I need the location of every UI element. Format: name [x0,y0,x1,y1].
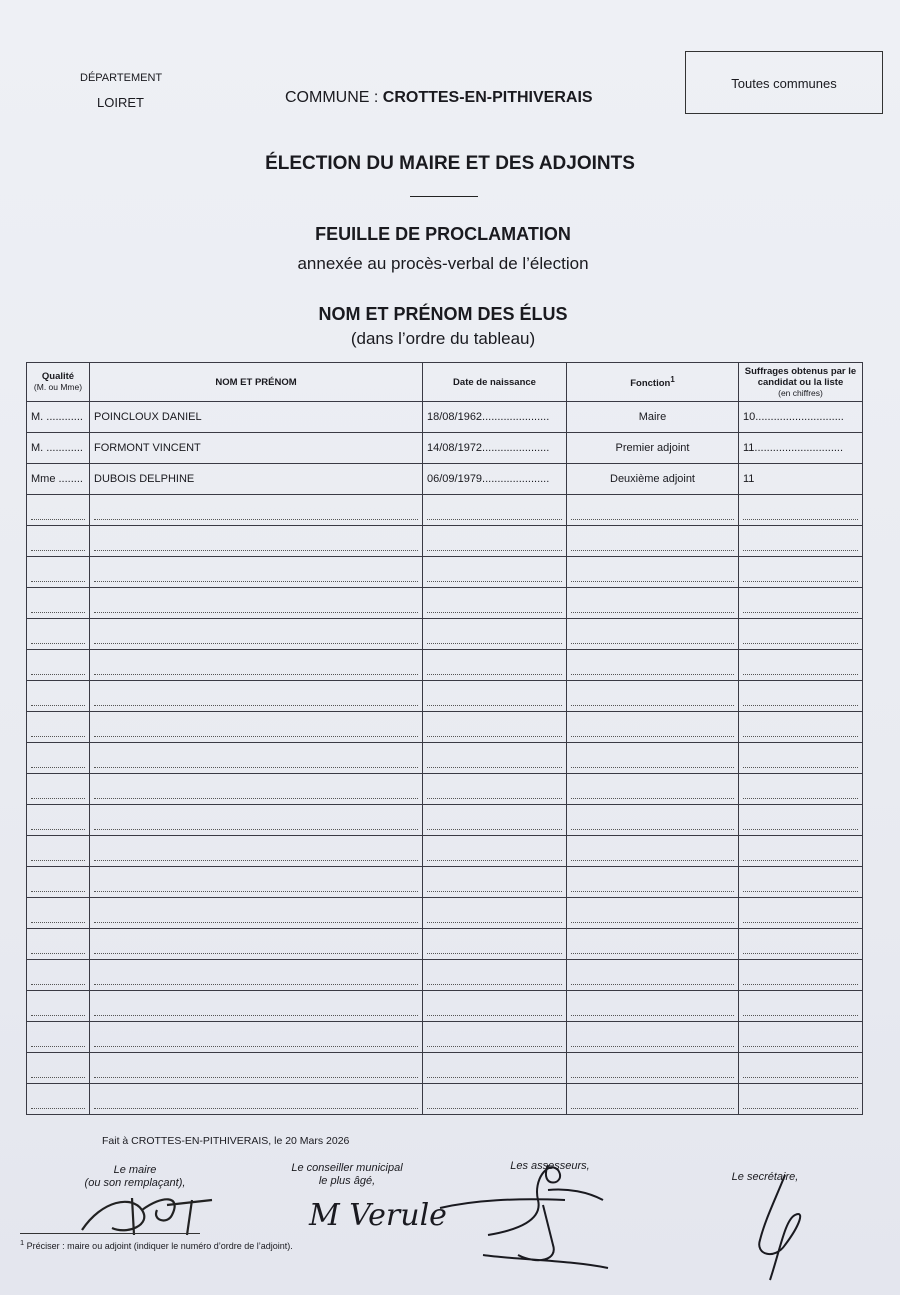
cell-nom-empty [90,743,423,774]
table-row-empty [27,774,863,805]
header-qualite-label: Qualité [41,371,75,382]
dotted-line [571,537,734,551]
dotted-line [571,1064,734,1078]
cell-fonction: Premier adjoint [567,433,739,464]
dotted-line [571,878,734,892]
dotted-line [31,568,85,582]
header-qualite [27,363,90,402]
dotted-line [94,847,418,861]
cell-suffrages-empty [739,991,863,1022]
header-suffrages [739,363,863,402]
cell-nom-empty [90,898,423,929]
cell-date-empty [423,867,567,898]
departement-label: DÉPARTEMENT [80,72,163,84]
dotted-line [743,816,858,830]
cell-date-empty [423,898,567,929]
cell-fonction-empty [567,495,739,526]
secretaire-signature [745,1170,815,1285]
assesseurs-signature-label: Les assesseurs, [510,1160,590,1172]
dotted-line [571,785,734,799]
cell-fonction-empty [567,1022,739,1053]
dotted-line [94,692,418,706]
cell-date-empty [423,1022,567,1053]
table-row-empty [27,898,863,929]
table-row-empty [27,681,863,712]
header-fonction [567,363,739,402]
dotted-line [94,1002,418,1016]
dotted-line [427,599,562,613]
cell-date-empty [423,588,567,619]
dotted-line [94,661,418,675]
dotted-line [743,878,858,892]
conseiller-label-1: Le conseiller municipal [291,1162,403,1174]
header-fonction-label: Fonction [630,378,671,390]
dotted-line [31,1033,85,1047]
dotted-line [31,971,85,985]
dotted-line [31,723,85,737]
cell-nom-empty [90,929,423,960]
dotted-line [94,537,418,551]
cell-suffrages-empty [739,898,863,929]
dotted-line [94,971,418,985]
dotted-line [94,599,418,613]
cell-suffrages-empty [739,805,863,836]
cell-nom-empty [90,619,423,650]
cell-fonction-empty [567,743,739,774]
cell-qualite: Mme ........ [27,464,90,495]
table-row [27,402,863,433]
dotted-line [94,1064,418,1078]
cell-qualite-empty [27,1084,90,1115]
dotted-line [571,940,734,954]
dotted-line [31,599,85,613]
cell-date-empty [423,929,567,960]
annexee-subtitle: annexée au procès-verbal de l’élection [297,254,589,273]
cell-qualite-empty [27,650,90,681]
dotted-line [743,1095,858,1109]
noms-title: NOM ET PRÉNOM DES ÉLUS [318,304,568,324]
cell-nom-empty [90,650,423,681]
cell-suffrages-empty [739,495,863,526]
dotted-line [427,1033,562,1047]
table-row [27,464,863,495]
cell-nom-empty [90,588,423,619]
cell-suffrages-empty [739,650,863,681]
dotted-line [94,754,418,768]
assesseurs-signature [478,1160,618,1280]
dotted-line [743,1064,858,1078]
cell-date-empty [423,619,567,650]
table-row-empty [27,743,863,774]
dotted-line [94,785,418,799]
dotted-line [571,754,734,768]
cell-nom-empty [90,1084,423,1115]
table-row-empty [27,805,863,836]
dotted-line [571,506,734,520]
cell-fonction-empty [567,929,739,960]
table-row-empty [27,588,863,619]
dotted-line [743,909,858,923]
cell-nom-empty [90,805,423,836]
cell-fonction-empty [567,650,739,681]
cell-qualite: M. ............ [27,402,90,433]
header-qualite-sub: (M. ou Mme) [33,382,83,392]
dotted-line [31,630,85,644]
cell-suffrages-empty [739,1084,863,1115]
cell-nom-empty [90,836,423,867]
cell-suffrages-empty [739,1022,863,1053]
dotted-line [743,723,858,737]
cell-nom-empty [90,867,423,898]
table-row-empty [27,1022,863,1053]
cell-nom-empty [90,960,423,991]
cell-suffrages: 11 [739,464,863,495]
conseiller-signature-text: M Verule [309,1198,447,1233]
dotted-line [743,754,858,768]
dotted-line [31,661,85,675]
cell-qualite-empty [27,867,90,898]
communes-box: Toutes communes [685,51,883,114]
table-header-row [27,363,863,402]
table-row-empty [27,1084,863,1115]
cell-date-empty [423,805,567,836]
dotted-line [31,1002,85,1016]
cell-suffrages-empty [739,588,863,619]
cell-fonction-empty [567,557,739,588]
cell-suffrages-empty [739,774,863,805]
dotted-line [427,909,562,923]
dotted-line [31,692,85,706]
dotted-line [743,1033,858,1047]
maire-label-1: Le maire [113,1164,157,1176]
dotted-line [743,692,858,706]
dotted-line [743,537,858,551]
cell-nom: POINCLOUX DANIEL [90,402,423,433]
dotted-line [427,723,562,737]
dotted-line [571,1095,734,1109]
footnote-number: 1 [20,1238,25,1247]
cell-qualite-empty [27,960,90,991]
cell-nom-empty [90,1053,423,1084]
dotted-line [94,568,418,582]
cell-fonction-empty [567,526,739,557]
header-nom: NOM ET PRÉNOM [90,363,423,402]
cell-date-empty [423,557,567,588]
cell-date-empty [423,526,567,557]
dotted-line [427,847,562,861]
dotted-line [94,878,418,892]
maire-label-2: (ou son remplaçant), [84,1177,186,1189]
dotted-line [427,754,562,768]
cell-suffrages-empty [739,836,863,867]
cell-qualite-empty [27,743,90,774]
dotted-line [427,692,562,706]
cell-qualite-empty [27,991,90,1022]
footnote [20,1238,293,1251]
table-body [27,402,863,1115]
cell-fonction-empty [567,960,739,991]
cell-fonction-empty [567,836,739,867]
dotted-line [743,568,858,582]
title-divider [410,196,478,197]
dotted-line [427,630,562,644]
dotted-line [94,816,418,830]
cell-qualite-empty [27,526,90,557]
cell-nom-empty [90,774,423,805]
cell-qualite-empty [27,619,90,650]
cell-date: 18/08/1962...................... [423,402,567,433]
cell-nom-empty [90,991,423,1022]
cell-fonction-empty [567,898,739,929]
commune-label: COMMUNE : [285,89,383,106]
cell-nom-empty [90,1022,423,1053]
dotted-line [427,537,562,551]
dotted-line [427,940,562,954]
election-title: ÉLECTION DU MAIRE ET DES ADJOINTS [265,153,635,174]
dotted-line [571,599,734,613]
cell-nom-empty [90,557,423,588]
elus-table [26,362,863,1115]
dotted-line [31,785,85,799]
cell-qualite-empty [27,588,90,619]
cell-suffrages-empty [739,867,863,898]
cell-date-empty [423,836,567,867]
cell-qualite-empty [27,898,90,929]
commune-line [285,89,593,107]
cell-fonction-empty [567,805,739,836]
dotted-line [571,630,734,644]
cell-qualite-empty [27,712,90,743]
cell-fonction: Maire [567,402,739,433]
cell-fonction-empty [567,991,739,1022]
cell-date-empty [423,1053,567,1084]
table-row-empty [27,867,863,898]
dotted-line [31,537,85,551]
dotted-line [743,661,858,675]
cell-suffrages-empty [739,712,863,743]
dotted-line [31,1064,85,1078]
dotted-line [427,568,562,582]
table-row-empty [27,526,863,557]
dotted-line [31,878,85,892]
dotted-line [31,754,85,768]
dotted-line [571,692,734,706]
cell-fonction-empty [567,867,739,898]
dotted-line [427,785,562,799]
cell-date-empty [423,991,567,1022]
dotted-line [427,878,562,892]
dotted-line [571,1033,734,1047]
departement-value: LOIRET [97,95,144,110]
table-row-empty [27,495,863,526]
cell-qualite-empty [27,1053,90,1084]
dotted-line [94,940,418,954]
dotted-line [743,940,858,954]
dotted-line [427,1064,562,1078]
cell-nom: DUBOIS DELPHINE [90,464,423,495]
cell-nom-empty [90,495,423,526]
table-row-empty [27,929,863,960]
cell-fonction-empty [567,774,739,805]
table-row-empty [27,619,863,650]
dotted-line [571,847,734,861]
dotted-line [94,1095,418,1109]
dotted-line [571,816,734,830]
table-row-empty [27,557,863,588]
commune-value: CROTTES-EN-PITHIVERAIS [382,89,593,106]
cell-suffrages-empty [739,1053,863,1084]
dotted-line [31,1095,85,1109]
dotted-line [743,599,858,613]
cell-qualite-empty [27,681,90,712]
dotted-line [94,723,418,737]
cell-nom-empty [90,681,423,712]
fait-a-line: Fait à CROTTES-EN-PITHIVERAIS, le 20 Mars 2026 [102,1135,350,1147]
dotted-line [743,847,858,861]
cell-qualite-empty [27,495,90,526]
dotted-line [31,940,85,954]
dotted-line [427,1095,562,1109]
feuille-title: FEUILLE DE PROCLAMATION [315,224,571,244]
cell-fonction-empty [567,1053,739,1084]
cell-qualite-empty [27,836,90,867]
cell-fonction-empty [567,619,739,650]
dotted-line [427,971,562,985]
cell-date: 14/08/1972...................... [423,433,567,464]
cell-date-empty [423,1084,567,1115]
dotted-line [94,630,418,644]
dotted-line [427,1002,562,1016]
cell-qualite: M. ............ [27,433,90,464]
header-date: Date de naissance [423,363,567,402]
dotted-line [743,630,858,644]
cell-date-empty [423,681,567,712]
cell-nom-empty [90,712,423,743]
cell-date-empty [423,495,567,526]
table-row-empty [27,960,863,991]
cell-fonction: Deuxième adjoint [567,464,739,495]
cell-qualite-empty [27,774,90,805]
cell-suffrages-empty [739,557,863,588]
dotted-line [743,1002,858,1016]
cell-nom: FORMONT VINCENT [90,433,423,464]
cell-qualite-empty [27,929,90,960]
cell-suffrages-empty [739,929,863,960]
cell-suffrages: 10............................. [739,402,863,433]
cell-qualite-empty [27,805,90,836]
maire-signature-label [70,1164,200,1190]
table-row-empty [27,991,863,1022]
header-fonction-sup: 1 [670,375,675,385]
header-suffrages-sub: (en chiffres) [778,387,823,398]
elus-table-wrap [26,362,862,1115]
dotted-line [31,847,85,861]
table-row-empty [27,712,863,743]
cell-date-empty [423,960,567,991]
cell-date-empty [423,743,567,774]
dotted-line [31,506,85,520]
cell-suffrages-empty [739,681,863,712]
dotted-line [427,661,562,675]
dotted-line [31,816,85,830]
table-row-empty [27,650,863,681]
dotted-line [94,1033,418,1047]
dotted-line [31,909,85,923]
dotted-line [743,785,858,799]
dotted-line [571,971,734,985]
dotted-line [743,506,858,520]
dotted-line [571,723,734,737]
dotted-line [571,568,734,582]
cell-suffrages-empty [739,619,863,650]
cell-fonction-empty [567,588,739,619]
secretaire-signature-label: Le secrétaire, [731,1171,799,1183]
dotted-line [571,909,734,923]
dotted-line [743,971,858,985]
cell-date: 06/09/1979...................... [423,464,567,495]
cell-qualite-empty [27,1022,90,1053]
cell-fonction-empty [567,1084,739,1115]
footnote-divider [20,1233,200,1234]
ordre-subtitle: (dans l’ordre du tableau) [350,329,536,348]
footnote-text: Préciser : maire ou adjoint (indiquer le numéro d’ordre de l’adjoint). [24,1241,293,1251]
cell-nom-empty [90,526,423,557]
cell-date-empty [423,712,567,743]
cell-fonction-empty [567,681,739,712]
cell-date-empty [423,650,567,681]
cell-suffrages-empty [739,743,863,774]
dotted-line [427,506,562,520]
cell-suffrages: 11............................. [739,433,863,464]
cell-date-empty [423,774,567,805]
dotted-line [427,816,562,830]
cell-qualite-empty [27,557,90,588]
table-row-empty [27,1053,863,1084]
dotted-line [94,506,418,520]
dotted-line [571,661,734,675]
cell-suffrages-empty [739,960,863,991]
table-row [27,433,863,464]
table-row-empty [27,836,863,867]
conseiller-label-2: le plus âgé, [318,1175,376,1187]
dotted-line [94,909,418,923]
cell-fonction-empty [567,712,739,743]
dotted-line [571,1002,734,1016]
header-suffrages-label: Suffrages obtenus par le candidat ou la liste [744,365,857,388]
cell-suffrages-empty [739,526,863,557]
